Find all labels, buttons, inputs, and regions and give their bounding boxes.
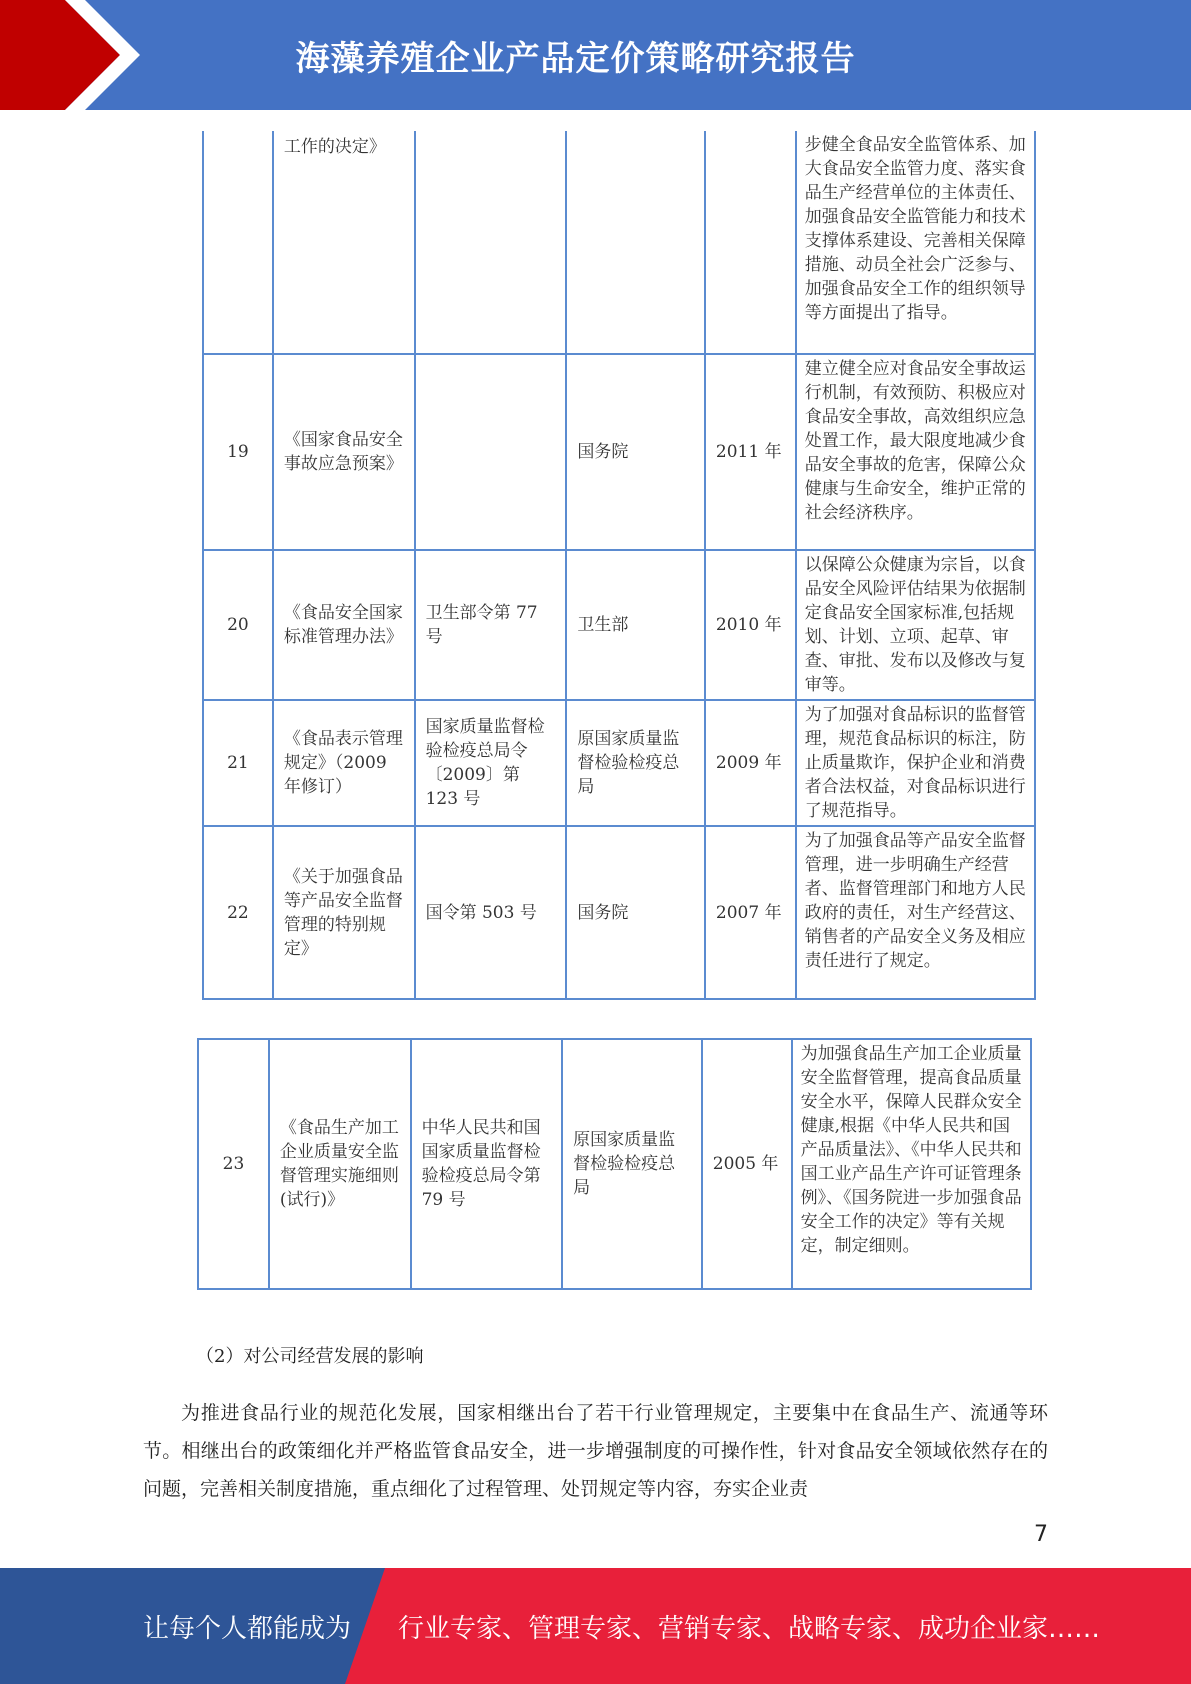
- table-row: [203, 354, 1035, 550]
- row-number: 20: [203, 550, 273, 700]
- regulation-description: 建立健全应对食品安全事故运行机制，有效预防、积极应对食品安全事故，高效组织应急处置工作，最大限度地减少食品安全事故的危害，保障公众健康与生命安全，维护正常的社会经济秩序。: [796, 354, 1035, 550]
- issuing-authority: [566, 131, 705, 354]
- issuing-authority: 原国家质量监督检验检疫总局: [566, 700, 705, 826]
- issue-year: [705, 131, 796, 354]
- regulation-name: 《国家食品安全事故应急预案》: [273, 354, 415, 550]
- document-number: 中华人民共和国国家质量监督检验检疫总局令第 79 号: [411, 1039, 563, 1289]
- document-number: [415, 131, 567, 354]
- footer-slogan-left: 让每个人都能成为: [143, 1613, 352, 1644]
- body-paragraph: 为推进食品行业的规范化发展，国家相继出台了若干行业管理规定，主要集中在食品生产、流通等环节。相继出台的政策细化并严格监管食品安全，进一步增强制度的可操作性，针对食品安全领域依然存在的问题，完善相关制度措施，重点细化了过程管理、处罚规定等内容，夯实企业责: [143, 1402, 1048, 1500]
- regulation-name: 《关于加强食品等产品安全监督管理的特别规定》: [273, 826, 415, 999]
- row-number: 23: [198, 1039, 269, 1289]
- issue-year: 2009 年: [705, 700, 796, 826]
- regulation-name: 工作的决定》: [273, 131, 415, 354]
- chevron-arrow-icon: [0, 0, 150, 110]
- issuing-authority: 国务院: [566, 826, 705, 999]
- regulation-table-continued: [197, 1038, 1032, 1290]
- table-row: [203, 826, 1035, 999]
- header-banner: [0, 0, 1191, 110]
- footer-slogan-right: 行业专家、管理专家、营销专家、战略专家、成功企业家……: [398, 1613, 1101, 1644]
- table-row: [203, 131, 1035, 354]
- document-number: 国家质量监督检验检疫总局令〔2009〕第 123 号: [415, 700, 567, 826]
- regulation-name: 《食品生产加工企业质量安全监督管理实施细则(试行)》: [269, 1039, 411, 1289]
- report-title: 海藻养殖企业产品定价策略研究报告: [295, 38, 856, 79]
- table-row: [203, 700, 1035, 826]
- table-row: [203, 550, 1035, 700]
- row-number: 19: [203, 354, 273, 550]
- issuing-authority: 卫生部: [566, 550, 705, 700]
- regulation-description: 步健全食品安全监管体系、加大食品安全监管力度、落实食品生产经营单位的主体责任、加强食品安全监管能力和技术支撑体系建设、完善相关保障措施、动员全社会广泛参与、加强食品安全工作的组织领导等方面提出了指导。: [796, 131, 1035, 354]
- regulation-name: 《食品表示管理规定》（2009 年修订）: [273, 700, 415, 826]
- issue-year: 2011 年: [705, 354, 796, 550]
- regulation-name: 《食品安全国家标准管理办法》: [273, 550, 415, 700]
- page-number: 7: [1034, 1522, 1048, 1547]
- section-subheading: （2）对公司经营发展的影响: [196, 1346, 424, 1367]
- regulation-description: 以保障公众健康为宗旨，以食品安全风险评估结果为依据制定食品安全国家标准,包括规划、计划、立项、起草、审查、审批、发布以及修改与复审等。: [796, 550, 1035, 700]
- row-number: 22: [203, 826, 273, 999]
- document-number: 卫生部令第 77 号: [415, 550, 567, 700]
- regulation-description: 为了加强对食品标识的监督管理，规范食品标识的标注，防止质量欺诈，保护企业和消费者合法权益，对食品标识进行了规范指导。: [796, 700, 1035, 826]
- regulation-table: [202, 131, 1036, 1000]
- document-number: 国令第 503 号: [415, 826, 567, 999]
- table-row: [198, 1039, 1031, 1289]
- row-number: [203, 131, 273, 354]
- regulation-description: 为了加强食品等产品安全监督管理，进一步明确生产经营者、监督管理部门和地方人民政府的责任，对生产经营这、销售者的产品安全义务及相应责任进行了规定。: [796, 826, 1035, 999]
- issue-year: 2005 年: [702, 1039, 792, 1289]
- issuing-authority: 原国家质量监督检验检疫总局: [562, 1039, 702, 1289]
- issuing-authority: 国务院: [566, 354, 705, 550]
- issue-year: 2010 年: [705, 550, 796, 700]
- document-number: [415, 354, 567, 550]
- issue-year: 2007 年: [705, 826, 796, 999]
- regulation-description: 为加强食品生产加工企业质量安全监督管理，提高食品质量安全水平，保障人民群众安全健康,根据《中华人民共和国产品质量法》、《中华人民共和国工业产品生产许可证管理条例》、《国务院进一步加强食品安全工作的决定》等有关规定，制定细则。: [792, 1039, 1031, 1289]
- row-number: 21: [203, 700, 273, 826]
- footer-banner: [0, 1568, 1191, 1684]
